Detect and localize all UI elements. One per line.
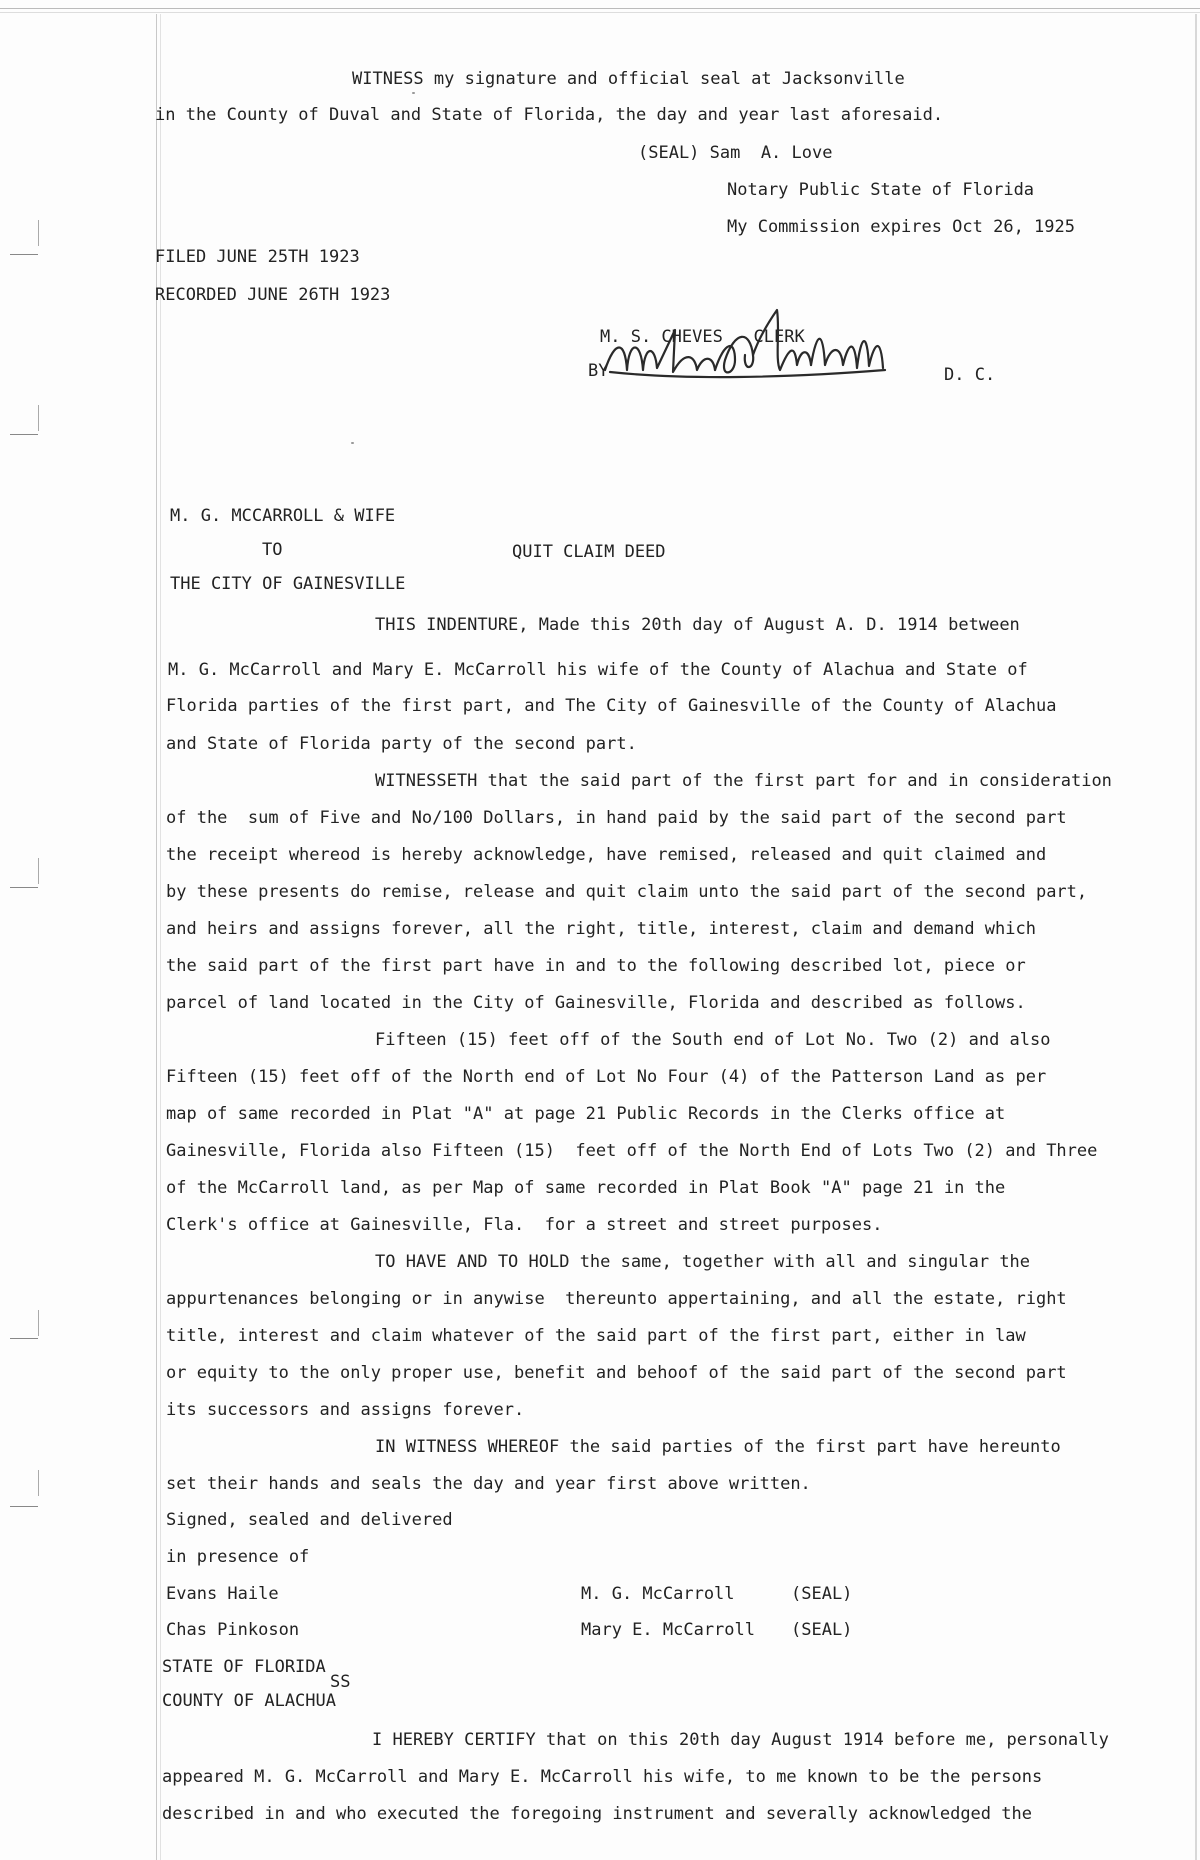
binder-mark	[10, 1506, 38, 1507]
binder-mark	[10, 887, 38, 888]
ink-speck	[412, 92, 415, 94]
seal-mark: (SEAL)	[791, 1620, 853, 1640]
deed-body-line: and heirs and assigns forever, all the right, title, interest, claim and demand which	[166, 919, 1036, 939]
seal-mark: (SEAL)	[791, 1584, 853, 1604]
deed-body-line: Gainesville, Florida also Fifteen (15) feet off of the North End of Lots Two (2) and Three	[166, 1141, 1098, 1161]
venue-state: STATE OF FLORIDA	[162, 1657, 326, 1677]
binder-mark	[38, 858, 39, 884]
deed-body-line: of the McCarroll land, as per Map of same recorded in Plat Book "A" page 21 in the	[166, 1178, 1006, 1198]
deed-body-line: Fifteen (15) feet off of the North end of Lot No Four (4) of the Patterson Land as per	[166, 1067, 1047, 1087]
top-rule	[0, 8, 1200, 9]
deed-body-line: and State of Florida party of the second part.	[166, 734, 637, 754]
venue-ss: SS	[330, 1672, 351, 1692]
deed-body-line: M. G. McCarroll and Mary E. McCarroll his wife of the County of Alachua and State of	[168, 660, 1028, 680]
acknowledgment-line: appeared M. G. McCarroll and Mary E. McCarroll his wife, to me known to be the persons	[162, 1767, 1043, 1787]
deputy-clerk-initials: D. C.	[944, 365, 996, 385]
binder-mark	[38, 1310, 39, 1336]
deed-body-line: appurtenances belonging or in anywise thereunto appertaining, and all the estate, right	[166, 1289, 1067, 1309]
top-rule-secondary	[0, 12, 1200, 13]
witness-name: Evans Haile	[166, 1584, 279, 1604]
acknowledgment-line: described in and who executed the foregoing instrument and severally acknowledged the	[162, 1804, 1032, 1824]
deed-body-line: TO HAVE AND TO HOLD the same, together with all and singular the	[375, 1252, 1031, 1272]
binder-mark	[10, 434, 38, 435]
witness-signature-line: WITNESS my signature and official seal at Jacksonville	[352, 69, 905, 89]
grantor-signature-name: M. G. McCarroll	[581, 1584, 735, 1604]
deed-body-line: WITNESSETH that the said part of the first part for and in consideration	[375, 771, 1112, 791]
witness-name: Chas Pinkoson	[166, 1620, 300, 1640]
filed-date: FILED JUNE 25TH 1923	[155, 247, 360, 267]
recorded-date: RECORDED JUNE 26TH 1923	[155, 285, 391, 305]
commission-expiry: My Commission expires Oct 26, 1925	[727, 217, 1075, 237]
grantor-signature-name: Mary E. McCarroll	[581, 1620, 755, 1640]
deed-body-line: IN WITNESS WHEREOF the said parties of the first part have hereunto	[375, 1437, 1061, 1457]
deed-body-line: title, interest and claim whatever of the said part of the first part, either in law	[166, 1326, 1026, 1346]
deed-body-line: its successors and assigns forever.	[166, 1400, 525, 1420]
deed-body-line: Florida parties of the first part, and The City of Gainesville of the County of Alachua	[166, 696, 1057, 716]
deputy-clerk-signature	[585, 300, 925, 400]
deed-body-line: set their hands and seals the day and year first above written.	[166, 1474, 811, 1494]
right-page-edge	[1195, 14, 1197, 1860]
binder-mark	[38, 405, 39, 431]
notary-seal-name: (SEAL) Sam A. Love	[638, 143, 833, 163]
deed-body-line: the receipt whereod is hereby acknowledge, have remised, released and quit claimed and	[166, 845, 1047, 865]
deed-body-line: map of same recorded in Plat "A" at page 21 Public Records in the Clerks office at	[166, 1104, 1006, 1124]
in-presence-of: in presence of	[166, 1547, 310, 1567]
deed-body-line: parcel of land located in the City of Gainesville, Florida and described as follows.	[166, 993, 1026, 1013]
county-state-line: in the County of Duval and State of Florida, the day and year last aforesaid.	[155, 105, 944, 125]
grantee-heading: THE CITY OF GAINESVILLE	[170, 574, 406, 594]
deed-body-line: the said part of the first part have in and to the following described lot, piece or	[166, 956, 1026, 976]
binder-mark	[10, 1338, 38, 1339]
binder-mark	[38, 220, 39, 246]
acknowledgment-line: I HEREBY CERTIFY that on this 20th day August 1914 before me, personally	[372, 1730, 1109, 1750]
grantor-heading: M. G. MCCARROLL & WIFE	[170, 506, 396, 526]
deed-body-line: THIS INDENTURE, Made this 20th day of August A. D. 1914 between	[375, 615, 1020, 635]
deed-body-line: Fifteen (15) feet off of the South end of Lot No. Two (2) and also	[375, 1030, 1051, 1050]
clerk-name: M. S. CHEVES CLERK	[600, 327, 805, 347]
binder-mark	[10, 254, 38, 255]
venue-county: COUNTY OF ALACHUA	[162, 1691, 336, 1711]
deed-body-line: or equity to the only proper use, benefit and behoof of the said part of the second part	[166, 1363, 1067, 1383]
by-label: BY	[588, 361, 609, 381]
binder-mark	[38, 1470, 39, 1496]
notary-title: Notary Public State of Florida	[727, 180, 1035, 200]
deed-body-line: by these presents do remise, release and quit claim unto the said part of the second part,	[166, 882, 1088, 902]
deed-body-line: Clerk's office at Gainesville, Fla. for a street and street purposes.	[166, 1215, 883, 1235]
signed-sealed-delivered: Signed, sealed and delivered	[166, 1510, 453, 1530]
ink-speck	[351, 442, 354, 444]
deed-title: QUIT CLAIM DEED	[512, 542, 666, 562]
deed-body-line: of the sum of Five and No/100 Dollars, in hand paid by the said part of the second part	[166, 808, 1067, 828]
to-label: TO	[262, 540, 283, 560]
